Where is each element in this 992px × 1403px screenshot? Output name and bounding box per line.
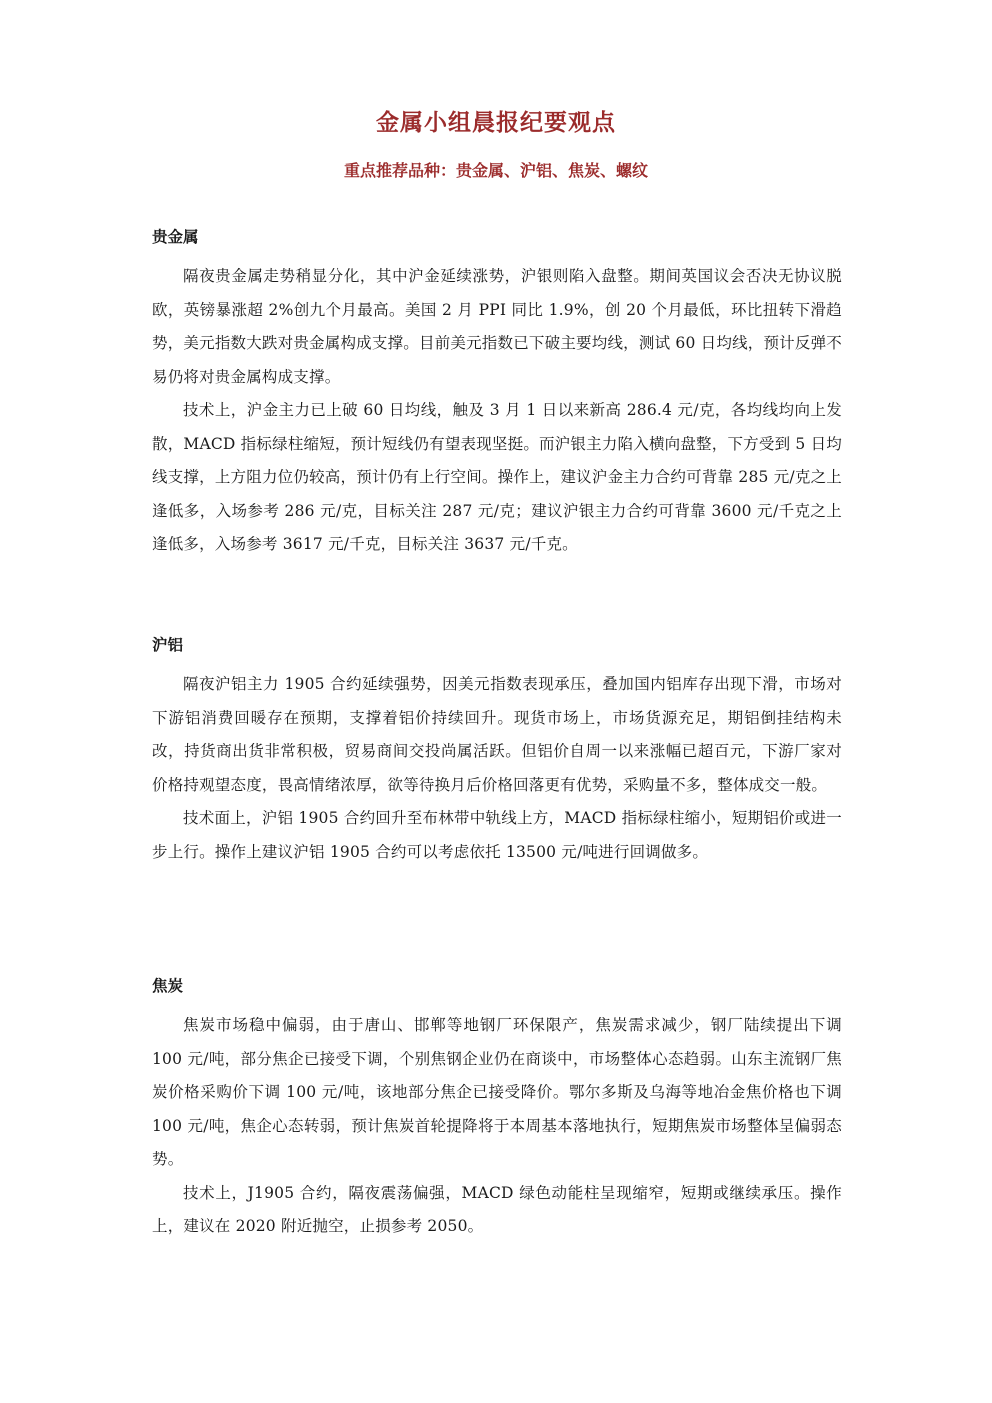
paragraph: 焦炭市场稳中偏弱，由于唐山、邯郸等地钢厂环保限产，焦炭需求减少，钢厂陆续提出下调 100 元/吨，部分焦企已接受下调，个别焦钢企业仍在商谈中，市场整体心态趋弱。山东主流钢厂焦炭价格采购价下调 100 元/吨，该地部分焦企已接受降价。鄂尔多斯及乌海等地冶金焦价格也下调 100 元/吨，焦企心态转弱，预计焦炭首轮提降将于本周基本落地执行，短期焦炭市场整体呈偏弱态势。: [152, 1016, 842, 1168]
section-heading: 焦炭: [152, 977, 184, 995]
paragraph: 隔夜沪铝主力 1905 合约延续强势，因美元指数表现承压，叠加国内铝库存出现下滑，市场对下游铝消费回暖存在预期，支撑着铝价持续回升。现货市场上，市场货源充足，期铝倒挂结构未改，持货商出货非常积极，贸易商间交投尚属活跃。但铝价自周一以来涨幅已超百元，下游厂家对价格持观望态度，畏高情绪浓厚，欲等待换月后价格回落更有优势，采购量不多，整体成交一般。: [152, 675, 842, 794]
section-coke: [152, 975, 842, 1244]
section-heading: 沪铝: [152, 636, 184, 654]
section-heading: 贵金属: [152, 228, 199, 246]
section-aluminum: [152, 634, 842, 869]
paragraph: 技术上，沪金主力已上破 60 日均线，触及 3 月 1 日以来新高 286.4 元/克，各均线均向上发散，MACD 指标绿柱缩短，预计短线仍有望表现坚挺。而沪银主力陷入横向盘整，下方受到 5 日均线支撑，上方阻力位仍较高，预计仍有上行空间。操作上，建议沪金主力合约可背靠 285 元/克之上逢低多，入场参考 286 元/克，目标关注 287 元/克；建议沪银主力合约可背靠 3600 元/千克之上逢低多，入场参考 3617 元/千克，目标关注 3637 元/千克。: [152, 401, 842, 553]
page-title: 金属小组晨报纪要观点: [376, 110, 616, 136]
paragraph: 技术面上，沪铝 1905 合约回升至布林带中轨线上方，MACD 指标绿柱缩小，短期铝价或进一步上行。操作上建议沪铝 1905 合约可以考虑依托 13500 元/吨进行回调做多。: [152, 809, 842, 861]
paragraph: 隔夜贵金属走势稍显分化，其中沪金延续涨势，沪银则陷入盘整。期间英国议会否决无协议脱欧，英镑暴涨超 2%创九个月最高。美国 2 月 PPI 同比 1.9%，创 20 个月最低，环比扭转下滑趋势，美元指数大跌对贵金属构成支撑。目前美元指数已下破主要均线，测试 60 日均线，预计反弹不易仍将对贵金属构成支撑。: [152, 267, 842, 386]
page-subtitle: 重点推荐品种：贵金属、沪铝、焦炭、螺纹: [343, 161, 648, 180]
paragraph: 技术上，J1905 合约，隔夜震荡偏强，MACD 绿色动能柱呈现缩窄，短期或继续承压。操作上，建议在 2020 附近抛空，止损参考 2050。: [152, 1183, 842, 1235]
section-precious-metals: [152, 226, 842, 562]
